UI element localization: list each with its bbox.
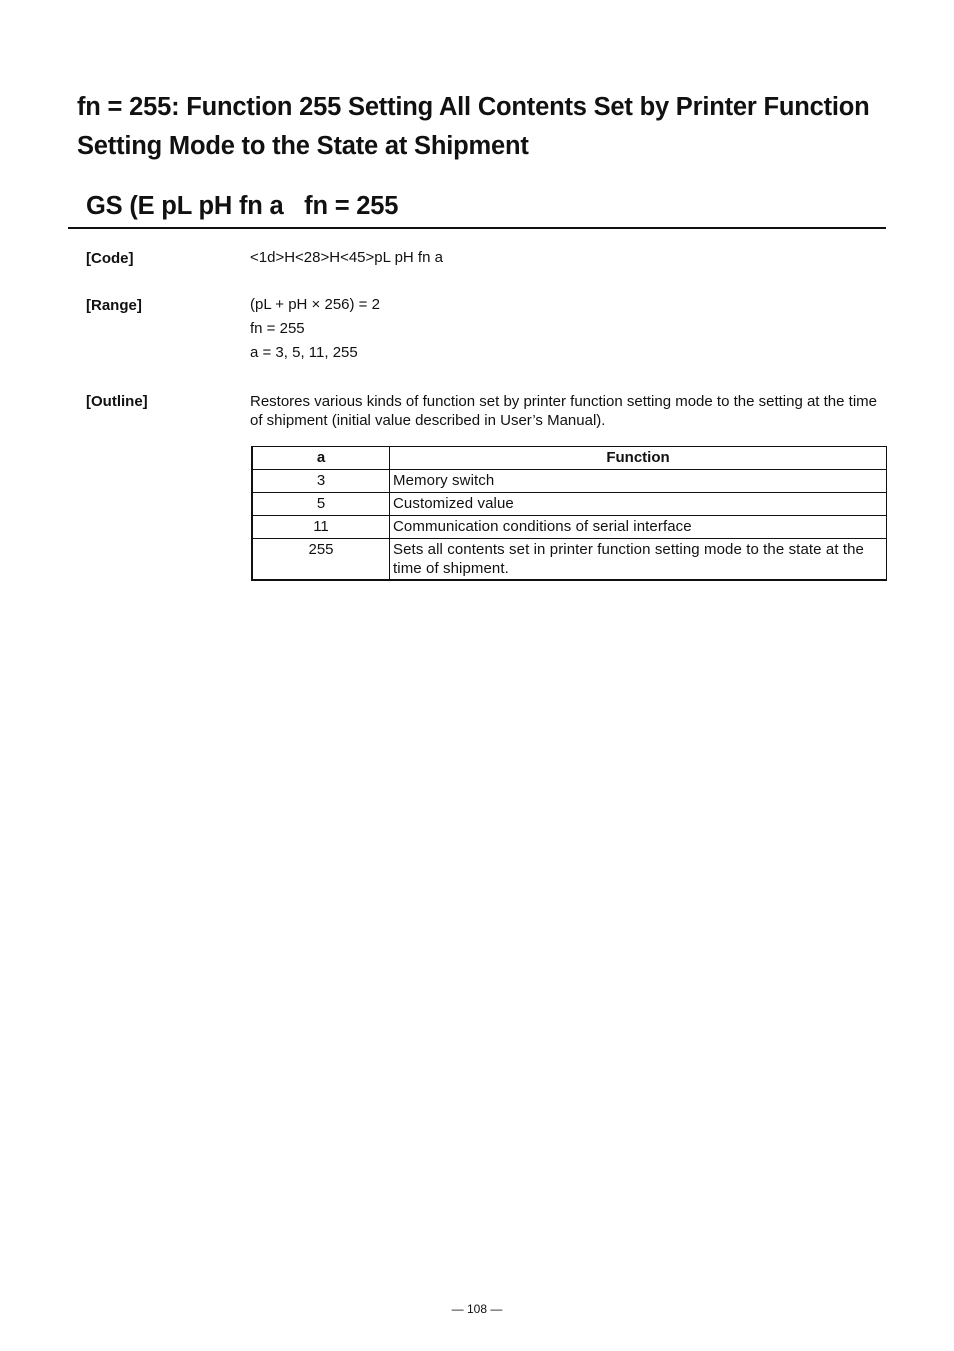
code-value: <1d>H<28>H<45>pL pH fn a [250, 249, 443, 266]
range-line: a = 3, 5, 11, 255 [250, 344, 358, 361]
outline-label: [Outline] [86, 393, 148, 410]
function-table [251, 446, 887, 581]
outline-text: Restores various kinds of function set by printer function setting mode to the setting at the time of shipment (initial value described in User’s Manual). [250, 393, 877, 429]
table-row [252, 516, 887, 539]
cell-a: 3 [252, 470, 390, 493]
title-divider [68, 227, 886, 229]
cell-a: 255 [252, 539, 390, 581]
cell-function: Customized value [390, 493, 887, 516]
page-number: — 108 — [451, 1302, 503, 1316]
command-title: GS (E pL pH fn a fn = 255 [86, 192, 399, 220]
range-line: (pL + pH × 256) = 2 [250, 296, 380, 313]
range-value [250, 293, 380, 365]
cell-function: Communication conditions of serial interface [390, 516, 887, 539]
cell-function: Memory switch [390, 470, 887, 493]
table-row [252, 470, 887, 493]
table-row [252, 539, 887, 581]
table-header-row [252, 447, 887, 470]
range-line: fn = 255 [250, 320, 305, 337]
cell-a: 5 [252, 493, 390, 516]
column-header-function: Function [390, 447, 887, 470]
range-label: [Range] [86, 297, 142, 314]
code-label: [Code] [86, 250, 134, 267]
cell-a: 11 [252, 516, 390, 539]
section-title: fn = 255: Function 255 Setting All Contents Set by Printer Function Setting Mode to the State at Shipment [77, 93, 870, 160]
column-header-a: a [252, 447, 390, 470]
table-row [252, 493, 887, 516]
cell-function: Sets all contents set in printer function setting mode to the state at the time of shipment. [390, 539, 887, 581]
